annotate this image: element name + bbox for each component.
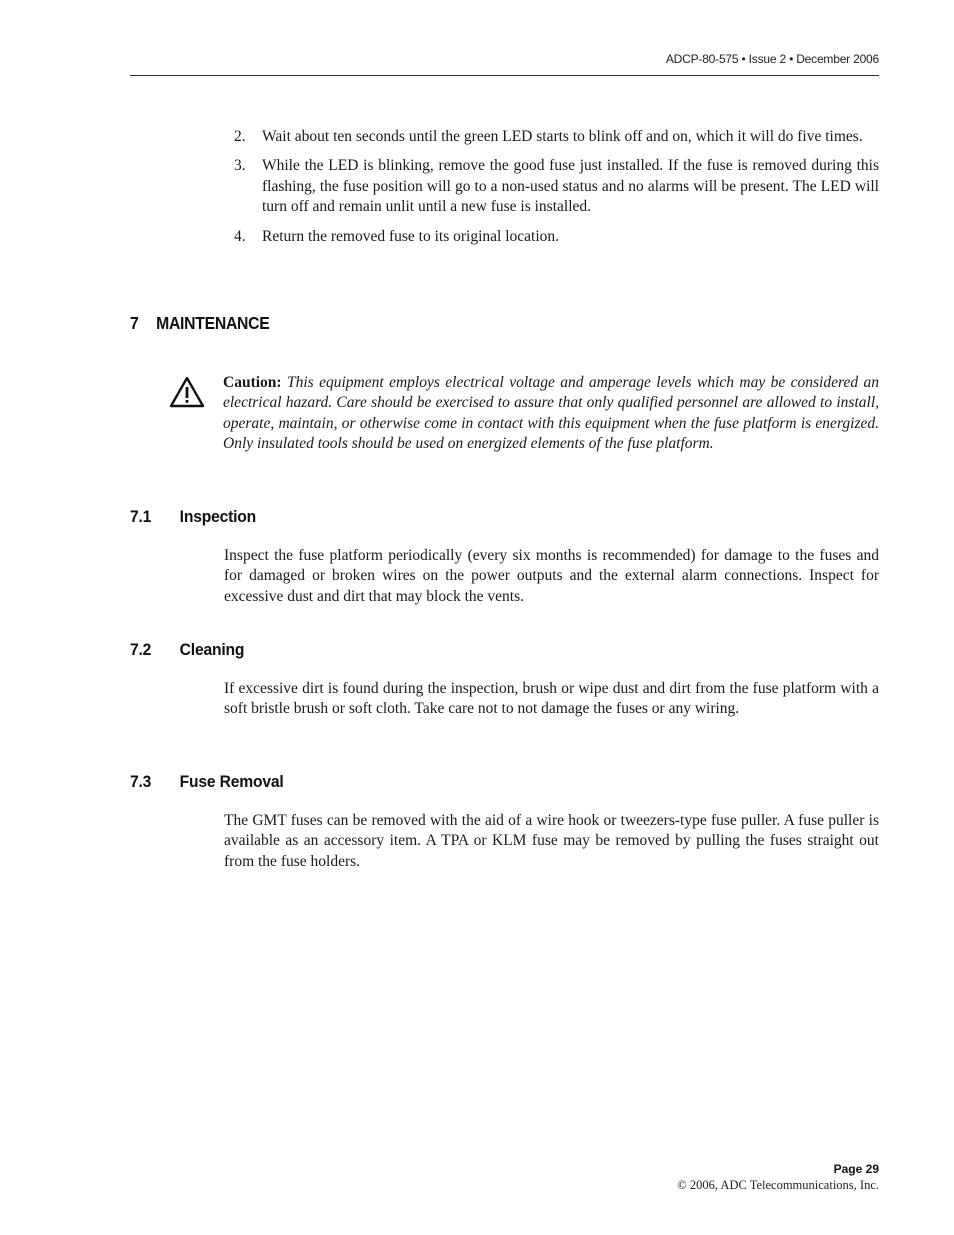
subsection-number: 7.1	[130, 507, 152, 526]
caution-note	[223, 373, 879, 455]
subsection-number: 7.3	[130, 772, 152, 791]
subsection-title: Inspection	[179, 507, 257, 526]
subsection-number: 7.2	[130, 640, 152, 659]
step-text: Wait about ten seconds until the green LED starts to blink off and on, which it will do five times.	[262, 128, 863, 145]
step-number: 4.	[234, 227, 246, 245]
list-item	[234, 156, 879, 217]
subsection-heading-fuse-removal	[130, 772, 284, 792]
step-text: While the LED is blinking, remove the good fuse just installed. If the fuse is removed during this flashing, the fuse position will go to a non-used status and no alarms will be present. The LED will turn off and remain unlit until a new fuse is installed.	[262, 157, 879, 216]
cleaning-paragraph: If excessive dirt is found during the inspection, brush or wipe dust and dirt from the fuse platform with a soft bristle brush or soft cloth. Take care not to not damage the fuses or any wiring.	[224, 680, 879, 718]
procedure-steps	[234, 127, 879, 256]
page-header: ADCP-80-575 • Issue 2 • December 2006	[665, 52, 879, 66]
section-heading	[130, 313, 270, 334]
caution-label: Caution:	[223, 374, 282, 391]
copyright: © 2006, ADC Telecommunications, Inc.	[677, 1178, 879, 1192]
subsection-title: Cleaning	[179, 640, 245, 659]
list-item	[234, 127, 879, 147]
fuse-removal-paragraph: The GMT fuses can be removed with the aid of a wire hook or tweezers-type fuse puller. A fuse puller is available as an accessory item. A TPA or KLM fuse may be removed by pulling the fuses straight out from the fuse holders.	[224, 812, 879, 870]
step-text: Return the removed fuse to its original location.	[262, 227, 560, 245]
inspection-paragraph: Inspect the fuse platform periodically (every six months is recommended) for damage to the fuses and for damaged or broken wires on the power outputs and the external alarm connections. Inspect for excessive dust and dirt that may block the vents.	[224, 547, 879, 605]
subsection-heading-cleaning	[130, 640, 244, 660]
subsection-heading-inspection	[130, 507, 256, 527]
page-number: Page 29	[833, 1162, 879, 1176]
list-item	[234, 227, 879, 247]
section-number: 7	[130, 313, 139, 333]
step-number: 3.	[234, 157, 246, 175]
caution-text: This equipment employs electrical voltage and amperage levels which may be considered an electrical hazard. Care should be exercised to assure that only qualified personnel are allowed to install, operate, maintain, or otherwise come in contact with this equipment when the fuse platform is energized. Only insulated tools should be used on energized elements of the fuse platform.	[223, 374, 879, 453]
section-title: MAINTENANCE	[156, 313, 270, 333]
subsection-title: Fuse Removal	[179, 772, 284, 791]
header-rule	[130, 75, 879, 76]
step-number: 2.	[234, 128, 246, 145]
warning-triangle-icon	[169, 376, 205, 408]
